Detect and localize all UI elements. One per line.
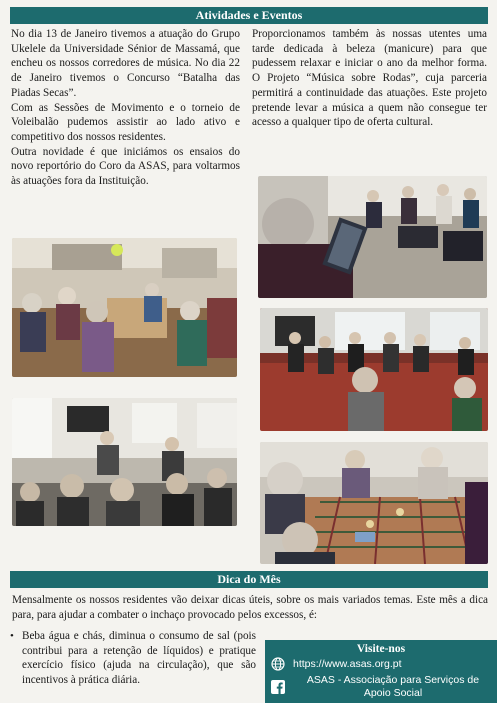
website-row[interactable] — [271, 657, 402, 671]
website-link[interactable]: https://www.asas.org.pt — [293, 657, 402, 670]
facebook-link[interactable]: ASAS - Associação para Serviços de Apoio Social — [306, 674, 480, 699]
globe-icon — [271, 657, 285, 671]
photo-movement-session — [12, 398, 237, 526]
facebook-icon — [271, 680, 285, 694]
tip-section-title: Dica do Mês — [10, 571, 488, 588]
events-paragraph: No dia 13 de Janeiro tivemos a atuação do Grupo Ukelele da Universidade Sénior de Massamá, que encheu os nossos corredores de música. No dia 22 de Janeiro tivemos o Concurso “Batalha das Piadas Secas”. — [11, 28, 240, 99]
photo-ukelele-performance — [12, 238, 237, 377]
events-paragraph: Com as Sessões de Movimento e o torneio de Voleibalão pudemos assistir ao lado ativo e competitivo dos nossos residentes. — [11, 101, 240, 143]
photo-music-performance — [260, 308, 488, 431]
list-item: • Beba água e chás, diminua o consumo de sal (pois contribui para a retenção de líquidos) e pratique exercício físico (ajuda na circulação), que são incentivos à prática diária. — [8, 629, 256, 687]
events-section-title: Atividades e Eventos — [10, 7, 488, 24]
visit-title: Visite-nos — [356, 643, 406, 655]
photo-manicure-afternoon — [260, 442, 488, 564]
events-right-column — [252, 27, 487, 130]
photo-resident-tablet — [258, 176, 487, 298]
tip-list — [8, 629, 256, 687]
visit-us-box — [265, 640, 497, 703]
events-paragraph: Outra novidade é que iniciámos os ensaios do novo reportório do Coro da ASAS, para voltarmos às atuações fora da Instituição. — [11, 145, 240, 188]
facebook-row[interactable] — [271, 674, 493, 700]
tip-intro: Mensalmente os nossos residentes vão deixar dicas úteis, sobre os mais variados temas. Este mês a dica para, para ajudar a combater o inchaço provocado pelos excessos, é: — [12, 594, 488, 621]
events-paragraph: Proporcionamos também às nossas utentes uma tarde dedicada à beleza (manicure) para que pudessem relaxar e iniciar o ano da melhor forma. O Projeto “Música sobre Rodas”, cuja parceria permitirá a continuidade das atuações. Este projeto pretende levar a música a quem não consegue ter acesso a qualquer tipo de oferta cultural. — [252, 28, 487, 129]
events-left-column — [11, 27, 240, 189]
